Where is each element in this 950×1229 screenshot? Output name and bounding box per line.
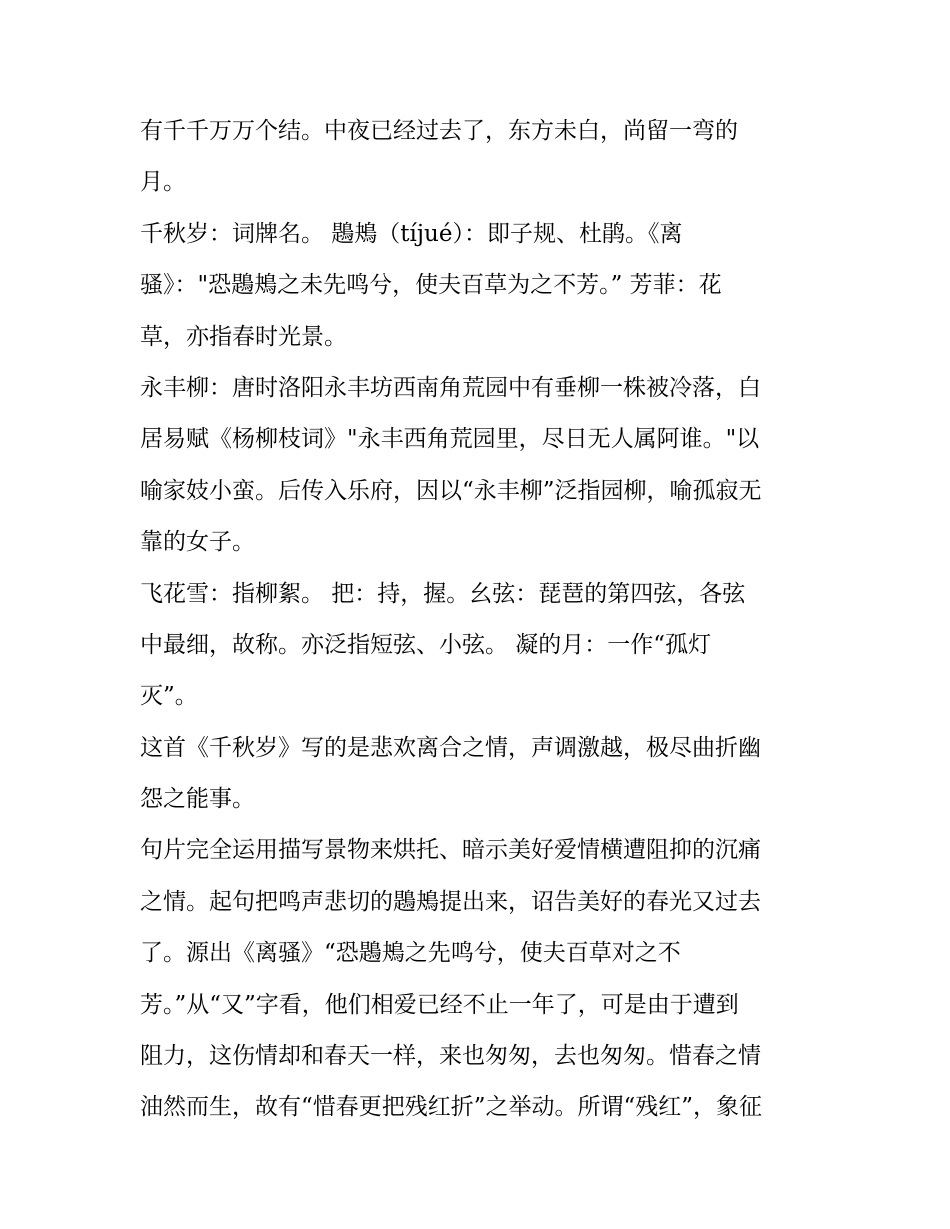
- text-line: 喻家妓小蛮。后传入乐府，因以“永丰柳”泛指园柳，喻孤寂无: [140, 477, 762, 504]
- text-line: 居易赋《杨柳枝词》"永丰西角荒园里，尽日无人属阿谁。"以: [140, 426, 760, 453]
- text-line: 油然而生，故有“惜春更把残红折”之举动。所谓“残红”，象征: [140, 1094, 763, 1121]
- text-line: 句片完全运用描写景物来烘托、暗示美好爱情横遭阻抑的沉痛: [140, 837, 761, 864]
- text-line: 月。: [140, 169, 186, 196]
- text-line: 中最细，故称。亦泛指短弦、小弦。 凝的月：一作“孤灯: [140, 631, 712, 658]
- text-line: 灭”。: [140, 683, 198, 710]
- body-text: [140, 106, 820, 1134]
- text-line: 芳。”从“又”字看，他们相爱已经不止一年了，可是由于遭到: [140, 991, 739, 1018]
- text-line: 千秋岁：词牌名。 鶗鴂（tíjué）：即子规、杜鹃。《离: [140, 220, 683, 247]
- text-line: 怨之能事。: [140, 786, 255, 813]
- text-line: 有千千万万个结。中夜已经过去了，东方未白，尚留一弯的: [140, 118, 738, 144]
- text-line: 飞花雪：指柳絮。 把：持，握。幺弦：琵琶的第四弦，各弦: [140, 580, 746, 607]
- text-line: 阻力，这伤情却和春天一样，来也匆匆，去也匆匆。惜春之情: [140, 1043, 761, 1070]
- text-line: 之情。起句把鸣声悲切的鶗鴂提出来，诏告美好的春光又过去: [140, 888, 761, 915]
- text-line: 骚》："恐鶗鴂之未先鸣兮，使夫百草为之不芳。” 芳菲：花: [140, 272, 722, 299]
- text-line: 这首《千秋岁》写的是悲欢离合之情，声调激越，极尽曲折幽: [140, 734, 761, 761]
- text-line: 草，亦指春时光景。: [140, 323, 347, 350]
- text-line: 了。源出《离骚》“恐鶗鴂之先鸣兮，使夫百草对之不: [140, 940, 681, 967]
- text-line: 靠的女子。: [140, 529, 255, 556]
- text-line: 永丰柳：唐时洛阳永丰坊西南角荒园中有垂柳一株被冷落，白: [140, 374, 761, 401]
